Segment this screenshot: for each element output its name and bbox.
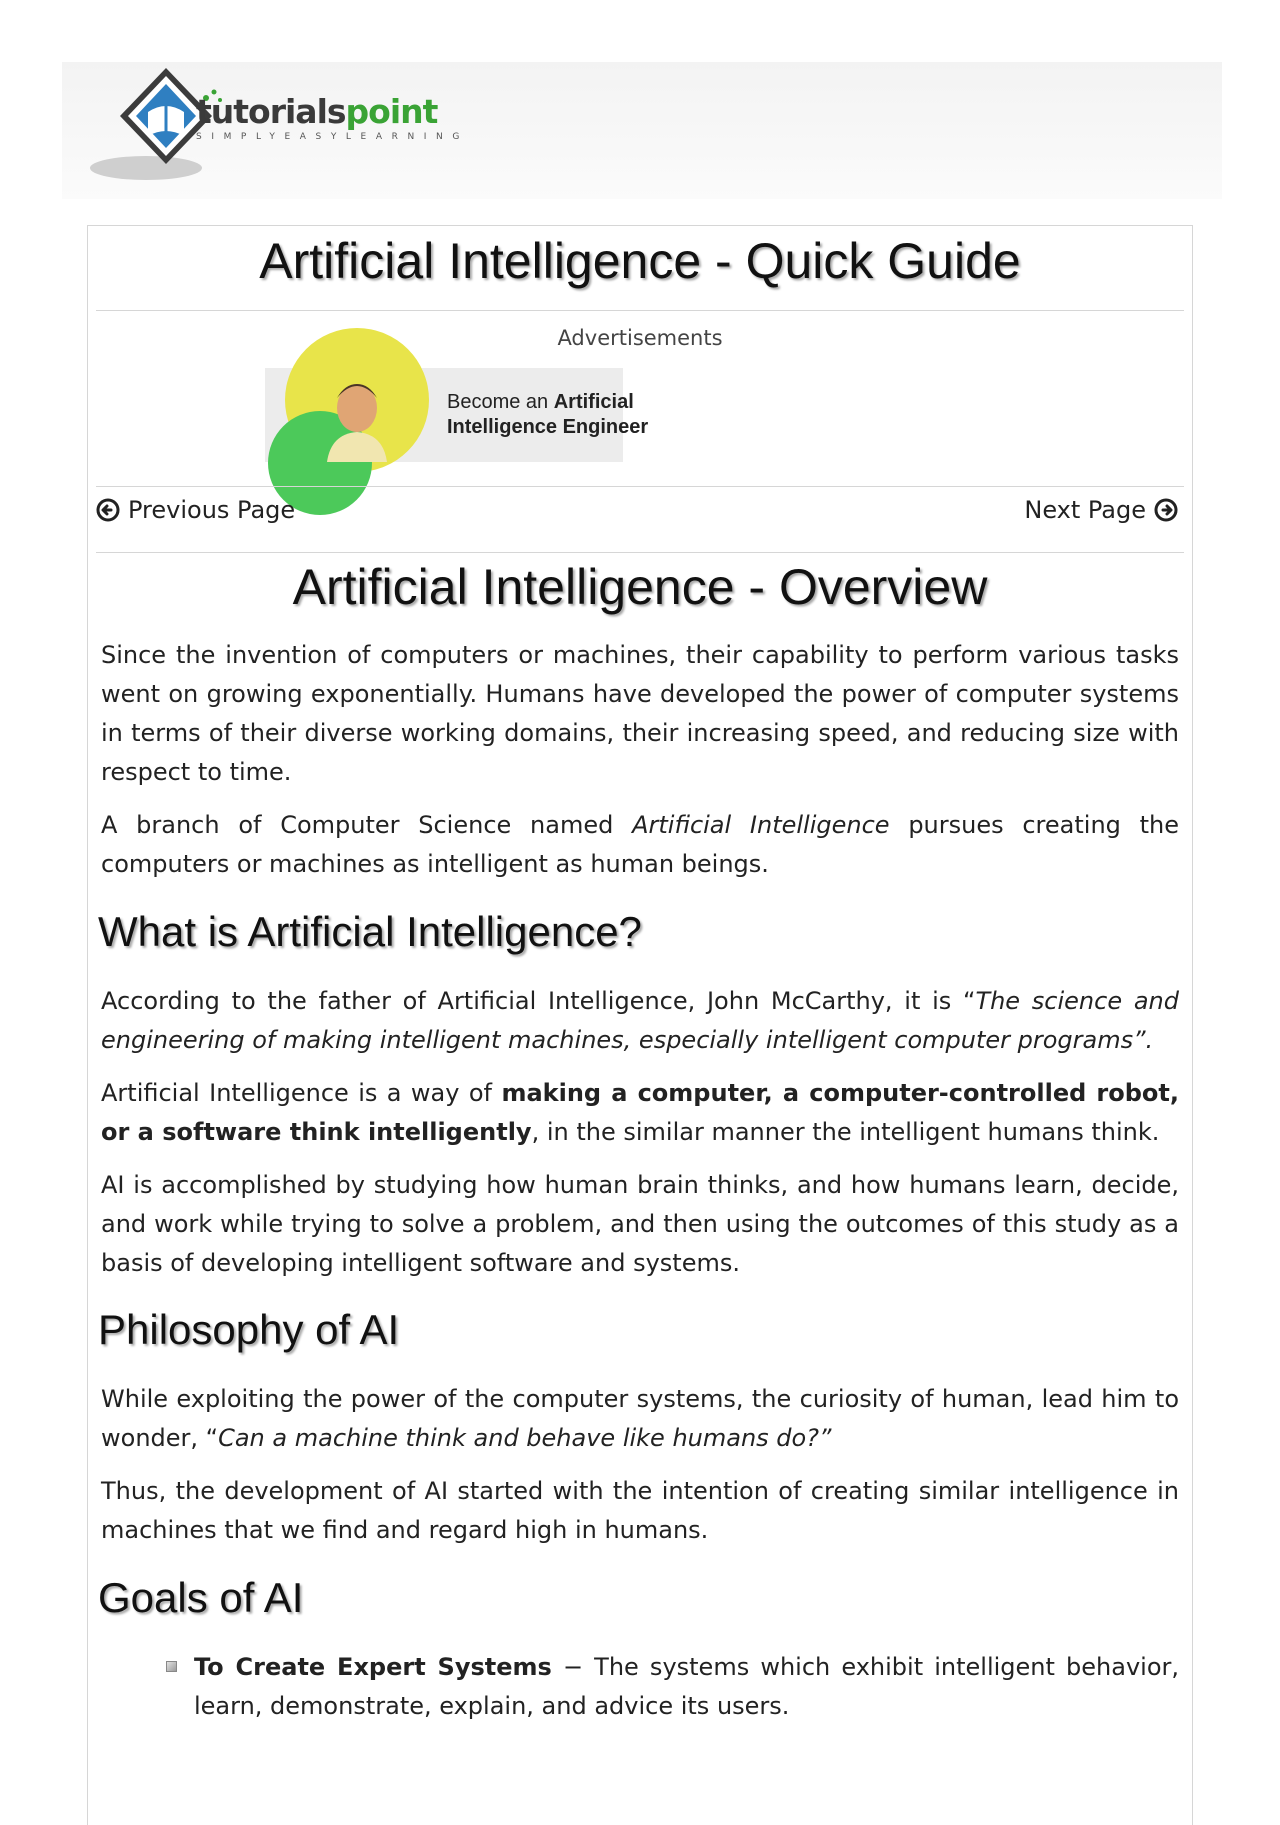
overview-p2-prefix: A branch of Computer Science named	[101, 811, 633, 839]
goals-list	[166, 1648, 1179, 1726]
goal-item-bold: To Create Expert Systems	[194, 1653, 552, 1681]
philosophy-p1-italic: Can a machine think and behave like humans do?”	[218, 1424, 832, 1452]
divider	[96, 552, 1184, 553]
overview-paragraph-1: Since the invention of computers or machines, their capability to perform various tasks went on growing exponentially. Humans have developed the power of computer systems in terms of their diverse working domains, their increasing speed, and reducing size with respect to time.	[101, 641, 1179, 786]
what-is-p2-prefix: Artificial Intelligence is a way of	[101, 1079, 502, 1107]
overview-paragraph-2	[101, 806, 1179, 884]
site-header	[62, 62, 1222, 199]
next-page-label: Next Page	[1024, 496, 1146, 524]
content-box	[87, 225, 1193, 1825]
next-page-link[interactable]	[1024, 496, 1178, 524]
divider	[96, 310, 1184, 311]
ads-label: Advertisements	[557, 326, 723, 350]
overview-p2-italic: Artificial Intelligence	[632, 811, 890, 839]
goals-heading: Goals of AI	[98, 1574, 304, 1621]
logo-wordmark	[196, 92, 437, 131]
philosophy-p1-prefix: While exploiting the power of the computer systems, the curiosity of human, lead him to wonder, “	[101, 1385, 1179, 1452]
logo-diamond-icon	[88, 66, 238, 196]
what-is-p2-bold: making a computer, a computer-controlled robot, or a software think intelligently	[101, 1079, 1179, 1146]
logo-tagline: SIMPLYEASYLEARNING	[196, 132, 469, 142]
square-bullet-icon	[166, 1661, 177, 1672]
ad-text	[447, 390, 648, 440]
arrow-left-circle-icon	[96, 498, 120, 522]
what-is-paragraph-1	[101, 982, 1179, 1060]
ad-banner[interactable]	[265, 368, 649, 462]
previous-page-label: Previous Page	[128, 496, 296, 524]
logo-text-part2: point	[345, 92, 438, 131]
goal-item-text: − The systems which exhibit intelligent behavior, learn, demonstrate, explain, and advice its users.	[194, 1653, 1180, 1720]
what-is-p1-italic: The science and engineering of making intelligent machines, especially intelligent computer programs”.	[101, 987, 1179, 1054]
ad-line1-bold: Artificial	[553, 391, 634, 413]
overview-title: Artificial Intelligence - Overview	[292, 559, 988, 615]
philosophy-heading: Philosophy of AI	[98, 1306, 400, 1353]
list-item	[166, 1648, 1179, 1726]
previous-page-link[interactable]	[96, 496, 295, 524]
philosophy-paragraph-2: Thus, the development of AI started with the intention of creating similar intelligence in machines that we find and regard high in humans.	[101, 1477, 1179, 1544]
ad-line1-prefix: Become an	[447, 391, 554, 413]
page-title: Artificial Intelligence - Quick Guide	[259, 233, 1021, 289]
arrow-right-circle-icon	[1154, 498, 1178, 522]
what-is-ai-heading: What is Artificial Intelligence?	[98, 908, 642, 955]
divider	[96, 486, 1184, 487]
logo-text-part1: tutorials	[196, 92, 346, 131]
philosophy-paragraph-1	[101, 1380, 1179, 1458]
what-is-p1-prefix: According to the father of Artificial Intelligence, John McCarthy, it is “	[101, 987, 976, 1015]
what-is-paragraph-3: AI is accomplished by studying how human brain thinks, and how humans learn, decide, and work while trying to solve a problem, and then using the outcomes of this study as a basis of developing intelligent software and systems.	[101, 1171, 1179, 1277]
what-is-paragraph-2	[101, 1074, 1179, 1152]
what-is-p2-suffix: , in the similar manner the intelligent humans think.	[531, 1118, 1160, 1146]
overview-p2-suffix: pursues creating the computers or machines as intelligent as human beings.	[101, 811, 1180, 878]
ad-line2: Intelligence Engineer	[447, 416, 649, 438]
